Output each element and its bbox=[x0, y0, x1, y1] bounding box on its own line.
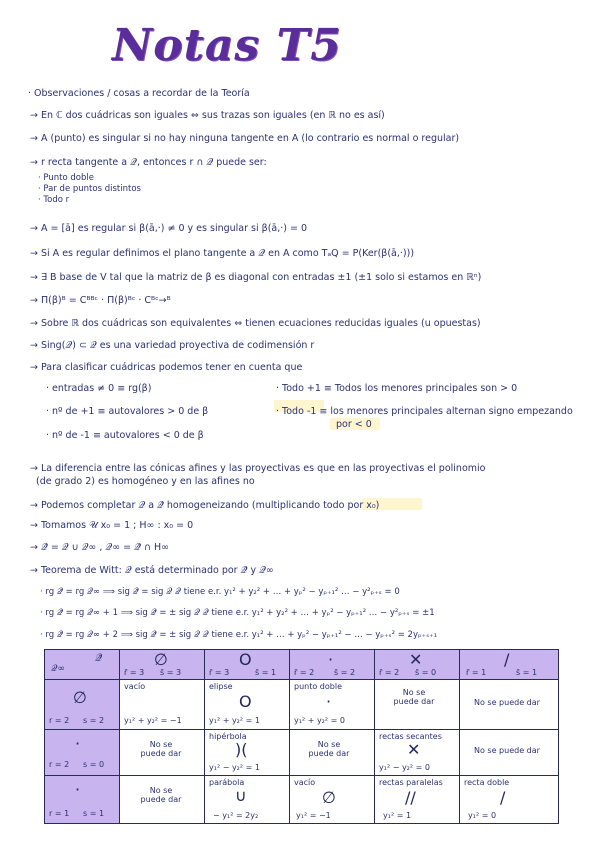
header-r: r̄ = 3 bbox=[209, 668, 230, 677]
cell-symbol: ∪ bbox=[235, 786, 247, 805]
row-header bbox=[45, 776, 120, 824]
row-symbol: ∅ bbox=[73, 688, 87, 707]
cell-equation: y₁² + y₂² = 0 bbox=[294, 716, 345, 725]
note-line: · Observaciones / cosas a recordar de la Teoría bbox=[28, 88, 250, 99]
cell-symbol: )( bbox=[235, 740, 248, 759]
note-line: · Punto doble bbox=[38, 173, 94, 183]
note-line: · rg 𝒬̄ = rg 𝒬∞ + 1 ⟹ sig 𝒬̄ = ± sig 𝒬 𝒬 tiene e.r. y₁² + y₂² + … + yₚ² − yₚ₊₁² … − y²ₚ₊ₛ = ±1 bbox=[40, 608, 435, 618]
header-cell bbox=[205, 650, 290, 680]
cell-name: rectas secantes bbox=[379, 732, 442, 741]
page-title: Notas T5 bbox=[112, 20, 342, 71]
row-symbol: · bbox=[75, 780, 81, 799]
corner-bottom-label: 𝒬∞ bbox=[51, 664, 65, 674]
note-line: → Para clasificar cuádricas podemos tener en cuenta que bbox=[30, 362, 303, 373]
cell-name: recta doble bbox=[464, 778, 510, 787]
cell-equation: y₁² − y₂² = 1 bbox=[209, 763, 260, 772]
note-line: por < 0 bbox=[336, 419, 372, 430]
note-line: · nº de +1 ≡ autovalores > 0 de β bbox=[46, 406, 209, 417]
table-cell bbox=[375, 680, 460, 730]
table-cell bbox=[205, 730, 290, 776]
cell-equation: y₁² = −1 bbox=[296, 811, 331, 820]
note-line: → A (punto) es singular si no hay ninguna tangente en A (lo contrario es normal o regular) bbox=[30, 133, 460, 144]
note-line: → En ℂ dos cuádricas son iguales ⇔ sus trazas son iguales (en ℝ no es así) bbox=[30, 110, 385, 121]
note-line: · Todo r bbox=[38, 195, 70, 205]
header-cell bbox=[375, 650, 460, 680]
header-s: s̄ = 1 bbox=[516, 668, 538, 677]
row-r: r = 2 bbox=[49, 760, 70, 769]
header-symbol: / bbox=[504, 650, 510, 669]
table-cell bbox=[460, 776, 559, 824]
table-cell bbox=[205, 776, 290, 824]
note-line: · entradas ≠ 0 ≡ rg(β) bbox=[46, 383, 152, 394]
note-line: → A = [ā] es regular si β(ā,·) ≠ 0 y es singular si β(ā,·) = 0 bbox=[30, 223, 308, 234]
row-header bbox=[45, 680, 120, 730]
cell-equation: y₁² + y₂² = 1 bbox=[209, 716, 260, 725]
cell-symbol: O bbox=[239, 692, 252, 711]
table-cell bbox=[120, 730, 205, 776]
note-line: → Tomamos 𝒰 x₀ = 1 ; H∞ : x₀ = 0 bbox=[30, 520, 194, 531]
table-corner bbox=[45, 650, 120, 680]
header-s: s̄ = 1 bbox=[255, 668, 277, 677]
header-cell bbox=[120, 650, 205, 680]
cell-name: hipérbola bbox=[209, 732, 247, 741]
cell-name: parábola bbox=[209, 778, 245, 787]
cell-name: elipse bbox=[209, 682, 233, 691]
table-cell bbox=[290, 730, 375, 776]
table-cell bbox=[290, 776, 375, 824]
cell-symbol: ∅ bbox=[322, 788, 336, 807]
cell-name: No se puede dar bbox=[474, 698, 540, 707]
cell-equation: − y₁² = 2y₂ bbox=[213, 811, 259, 820]
note-line: · Todo +1 ≡ Todos los menores principales son > 0 bbox=[276, 383, 518, 394]
header-symbol: ∅ bbox=[154, 650, 168, 669]
cell-name: rectas paralelas bbox=[379, 778, 443, 787]
note-line: → Si A es regular definimos el plano tangente a 𝒬 en A como TₐQ = P(Ker(β(ā,·))) bbox=[30, 248, 415, 259]
row-r: r = 2 bbox=[49, 716, 70, 725]
note-line: → Teorema de Witt: 𝒬 está determinado por 𝒬̄ y 𝒬∞ bbox=[30, 565, 274, 576]
table-cell bbox=[205, 680, 290, 730]
header-r: r̄ = 3 bbox=[124, 668, 145, 677]
cell-name: vacío bbox=[124, 682, 146, 691]
row-header bbox=[45, 730, 120, 776]
note-line: · Todo -1 ≡ los menores principales alternan signo empezando bbox=[276, 406, 573, 417]
cell-equation: y₁² = 1 bbox=[383, 811, 412, 820]
table-cell bbox=[290, 680, 375, 730]
note-line: → 𝒬̄ = 𝒬 ∪ 𝒬∞ , 𝒬∞ = 𝒬̄ ∩ H∞ bbox=[30, 542, 170, 553]
cell-equation: y₁² = 0 bbox=[468, 811, 497, 820]
note-line: → Sobre ℝ dos cuádricas son equivalentes ⇔ tienen ecuaciones reducidas iguales (u opuestas) bbox=[30, 318, 481, 329]
table-cell bbox=[120, 680, 205, 730]
note-line: → Π(β)ᴮ = Cᴮᴮᶜ · Π(β)ᴮᶜ · Cᴮᶜ→ᴮ bbox=[30, 295, 171, 306]
cell-name: No se puede dar bbox=[140, 786, 182, 804]
note-line: (de grado 2) es homogéneo y en las afines no bbox=[36, 476, 255, 487]
header-symbol: O bbox=[239, 650, 252, 669]
cell-symbol: ✕ bbox=[407, 740, 421, 759]
cell-symbol: // bbox=[405, 788, 416, 807]
note-line: → Podemos completar 𝒬 a 𝒬̄ homogeneizando (multiplicando todo por x₀) bbox=[30, 500, 380, 511]
table-cell bbox=[375, 776, 460, 824]
classification-table bbox=[44, 649, 559, 824]
note-line: → La diferencia entre las cónicas afines y las proyectivas es que en las proyectivas el polinomio bbox=[30, 463, 486, 474]
header-s: s̄ = 3 bbox=[160, 668, 182, 677]
note-line: → r recta tangente a 𝒬, entonces r ∩ 𝒬 puede ser: bbox=[30, 157, 267, 168]
header-symbol: ✕ bbox=[409, 650, 423, 669]
row-s: s = 0 bbox=[83, 760, 105, 769]
cell-symbol: / bbox=[500, 788, 506, 807]
row-symbol: · bbox=[75, 734, 81, 753]
note-line: → ∃ B base de V tal que la matriz de β es diagonal con entradas ±1 (±1 solo si estamos en ℝⁿ) bbox=[30, 272, 482, 283]
table-cell bbox=[375, 730, 460, 776]
cell-equation: y₁² − y₂² = 0 bbox=[379, 763, 430, 772]
header-r: r̄ = 2 bbox=[294, 668, 315, 677]
cell-symbol: · bbox=[326, 692, 332, 711]
header-cell bbox=[290, 650, 375, 680]
header-s: s̄ = 0 bbox=[415, 668, 437, 677]
note-line: · nº de -1 ≡ autovalores < 0 de β bbox=[46, 430, 204, 441]
header-r: r̄ = 2 bbox=[379, 668, 400, 677]
cell-equation: y₁² + y₂² = −1 bbox=[124, 716, 182, 725]
note-line: · rg 𝒬̄ = rg 𝒬∞ + 2 ⟹ sig 𝒬̄ = ± sig 𝒬 𝒬 tiene e.r. y₁² + … + yₚ² − yₚ₊₁² − … − yₚ₊ₛ² = 2yₚ₊ₛ₊₁ bbox=[40, 630, 438, 640]
corner-top-label: 𝒬̄ bbox=[95, 653, 103, 664]
table-cell bbox=[460, 680, 559, 730]
table-cell bbox=[460, 730, 559, 776]
header-r: r̄ = 1 bbox=[466, 668, 487, 677]
table-cell bbox=[120, 776, 205, 824]
note-line: · Par de puntos distintos bbox=[38, 184, 141, 194]
header-symbol: · bbox=[328, 650, 334, 669]
cell-name: vacío bbox=[294, 778, 316, 787]
cell-name: No se puede dar bbox=[140, 740, 182, 758]
note-line: · rg 𝒬̄ = rg 𝒬∞ ⟹ sig 𝒬̄ = sig 𝒬 𝒬 tiene e.r. y₁² + y₂² + … + yₚ² − yₚ₊₁² … − y²ₚ₊ₛ = 0 bbox=[40, 587, 400, 597]
cell-name: punto doble bbox=[294, 682, 342, 691]
header-s: s̄ = 2 bbox=[334, 668, 356, 677]
note-line: → Sing(𝒬) ⊂ 𝒬 es una variedad proyectiva de codimensión r bbox=[30, 340, 315, 351]
row-s: s = 1 bbox=[83, 809, 105, 818]
row-r: r = 1 bbox=[49, 809, 70, 818]
cell-name: No se puede dar bbox=[474, 746, 540, 755]
cell-name: No se puede dar bbox=[393, 688, 435, 706]
cell-name: No se puede dar bbox=[308, 740, 350, 758]
header-cell bbox=[460, 650, 559, 680]
row-s: s = 2 bbox=[83, 716, 105, 725]
